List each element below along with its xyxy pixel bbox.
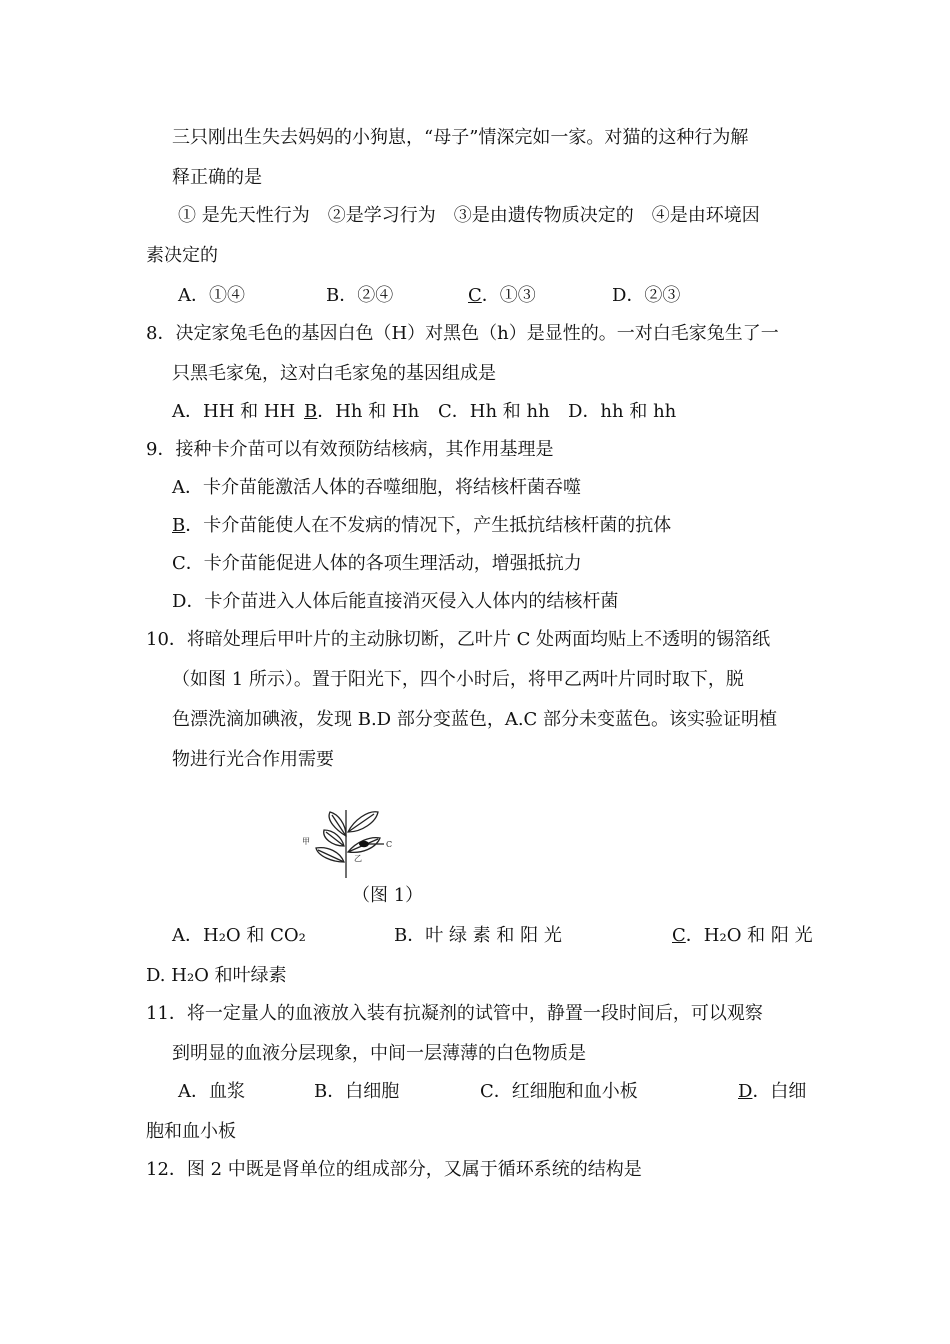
q7-statements: ① 是先天性行为 ②是学习行为 ③是由遗传物质决定的 ④是由环境因 <box>178 205 760 226</box>
q11-option-a: A．血浆 <box>178 1081 245 1102</box>
q10-option-b: B．叶 绿 素 和 阳 光 <box>394 925 562 946</box>
figure-label-c: C <box>386 840 393 849</box>
q9-option-a: A．卡介苗能激活人体的吞噬细胞，将结核杆菌吞噬 <box>172 477 581 498</box>
q10-stem-line3: 色漂洗滴加碘液，发现 B.D 部分变蓝色，A.C 部分未变蓝色。该实验证明植 <box>172 709 778 730</box>
q7-option-d: D．②③ <box>612 285 681 306</box>
q7-stem-line2: 释正确的是 <box>172 167 262 188</box>
q11-option-c: C．红细胞和血小板 <box>480 1081 638 1102</box>
answer-mark: C <box>672 925 686 946</box>
q11-option-d: D．白细 <box>738 1081 807 1102</box>
q7-option-c: C．①③ <box>468 285 536 306</box>
q8-stem-line2: 只黑毛家兔，这对白毛家兔的基因组成是 <box>172 363 496 384</box>
q8-option-c: C．Hh 和 hh <box>438 401 550 422</box>
figure-caption: （图 1） <box>352 885 424 906</box>
q10-option-d: D. H₂O 和叶绿素 <box>146 965 287 986</box>
q11-stem-line1: 11．将一定量人的血液放入装有抗凝剂的试管中，静置一段时间后，可以观察 <box>146 1003 763 1024</box>
figure-label-jia: 甲 <box>302 837 310 846</box>
q12-stem: 12．图 2 中既是肾单位的组成部分，又属于循环系统的结构是 <box>146 1159 642 1180</box>
q11-stem-line2: 到明显的血液分层现象，中间一层薄薄的白色物质是 <box>172 1043 586 1064</box>
q10-option-c: C．H₂O 和 阳 光 <box>672 925 813 946</box>
q7-stem-line1: 三只刚出生失去妈妈的小狗崽，“母子”情深完如一家。对猫的这种行为解 <box>172 127 749 148</box>
plant-leaf-figure <box>302 806 408 878</box>
q10-stem-line2: （如图 1 所示）。置于阳光下，四个小时后，将甲乙两叶片同时取下，脱 <box>172 669 744 690</box>
q8-option-d: D．hh 和 hh <box>568 401 677 422</box>
q9-option-b: B．卡介苗能使人在不发病的情况下，产生抵抗结核杆菌的抗体 <box>172 515 672 536</box>
answer-mark: B <box>172 515 186 536</box>
q8-stem-line1: 8．决定家兔毛色的基因白色（H）对黑色（h）是显性的。一对白毛家兔生了一 <box>146 323 779 344</box>
q10-stem-line1: 10．将暗处理后甲叶片的主动脉切断，乙叶片 C 处两面均贴上不透明的锡箔纸 <box>146 629 771 650</box>
q11-option-d-cont: 胞和血小板 <box>146 1121 236 1142</box>
figure-label-yi: 乙 <box>354 854 362 863</box>
answer-mark: D <box>738 1081 753 1102</box>
q9-option-d: D．卡介苗进入人体后能直接消灭侵入人体内的结核杆菌 <box>172 591 619 612</box>
answer-mark: C <box>468 285 482 306</box>
q7-statements-cont: 素决定的 <box>146 245 218 266</box>
q8-option-a: A．HH 和 HH <box>172 401 296 422</box>
q7-option-b: B．②④ <box>326 285 394 306</box>
q9-option-c: C．卡介苗能促进人体的各项生理活动，增强抵抗力 <box>172 553 582 574</box>
q11-option-b: B．白细胞 <box>314 1081 400 1102</box>
q9-stem: 9．接种卡介苗可以有效预防结核病，其作用基理是 <box>146 439 554 460</box>
answer-mark: B <box>304 401 318 422</box>
q10-option-a: A．H₂O 和 CO₂ <box>172 925 306 946</box>
q7-option-a: A．①④ <box>178 285 245 306</box>
q8-option-b: B．Hh 和 Hh <box>304 401 420 422</box>
q10-stem-line4: 物进行光合作用需要 <box>172 749 334 770</box>
